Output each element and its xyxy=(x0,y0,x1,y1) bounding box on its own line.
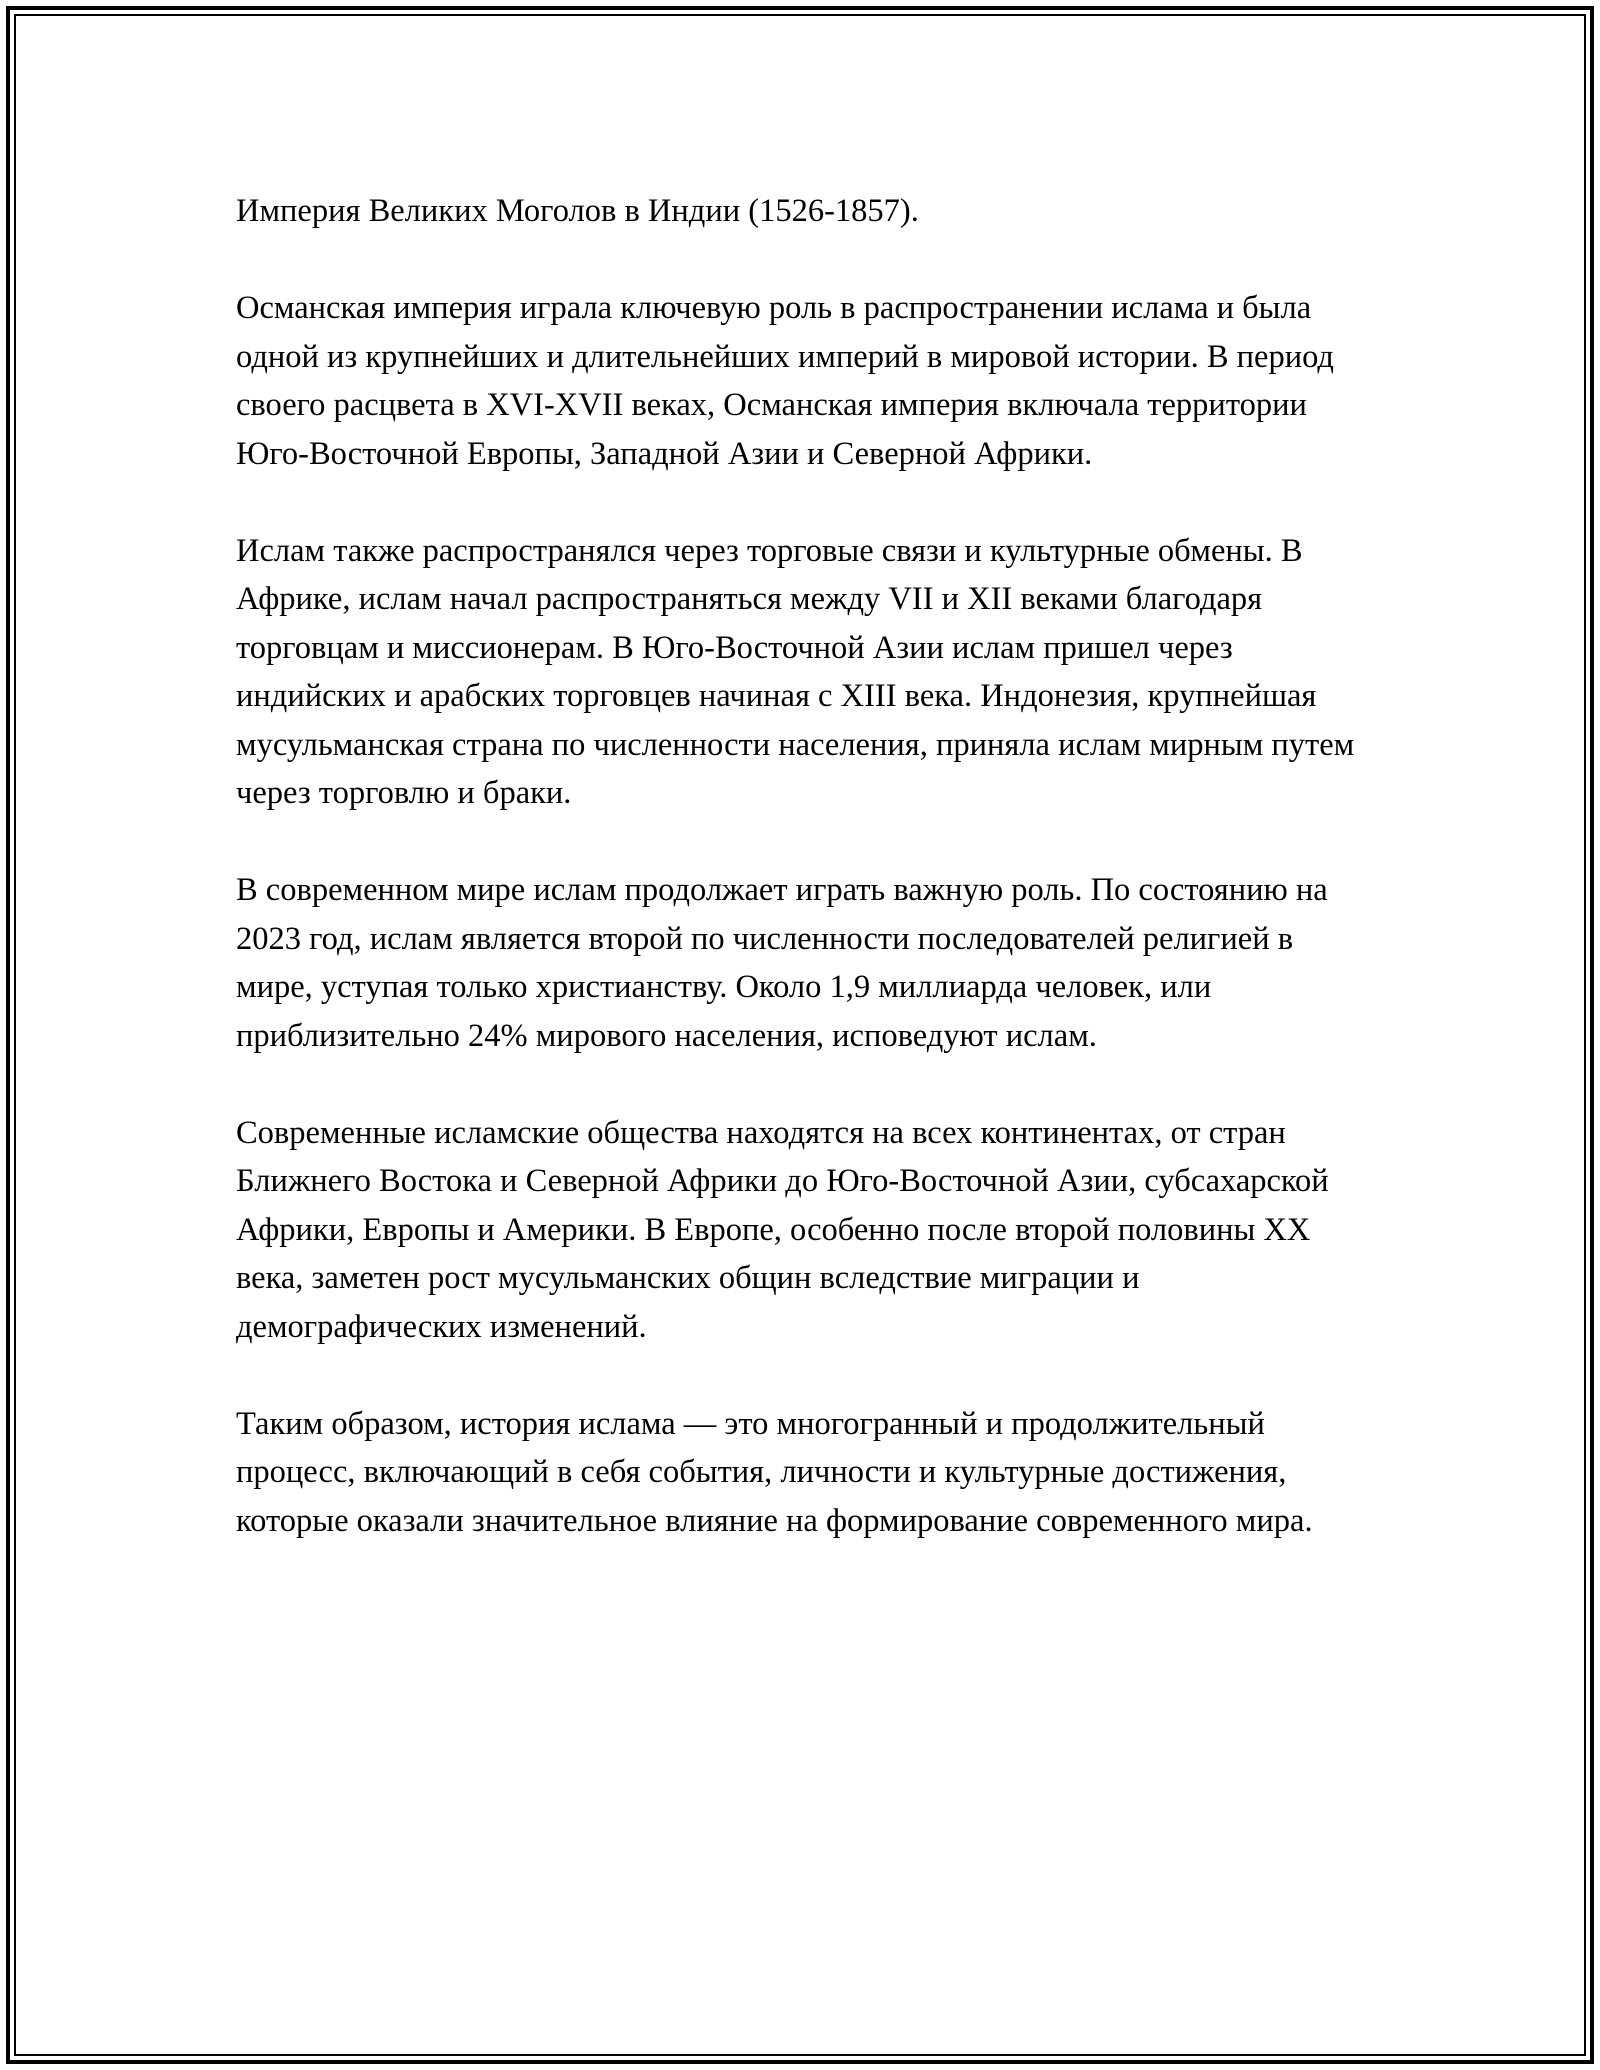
document-body xyxy=(236,187,1376,1594)
paragraph-conclusion: Таким образом, история ислама — это многогранный и продолжительный процесс, включающий в себя события, личности и культурные достижения, которые оказали значительное влияние на формирование современного мира. xyxy=(236,1405,1313,1539)
paragraph-trade-spread: Ислам также распространялся через торговые связи и культурные обмены. В Африке, ислам начал распространяться между VII и XII веками благодаря торговцам и миссионерам. В Юго-Восточной Азии ислам пришел через индийских и арабских торговцев начиная с XIII века. Индонезия, крупнейшая мусульманская страна по численности населения, приняла ислам мирным путем через торговлю и браки. xyxy=(236,532,1355,811)
paragraph-modern-societies: Современные исламские общества находятся на всех континентах, от стран Ближнего Востока и Северной Африки до Юго-Восточной Азии, субсахарской Африки, Европы и Америки. В Европе, особенно после второй половины XX века, заметен рост мусульманских общин вследствие миграции и демографических изменений. xyxy=(236,1114,1329,1345)
paragraph-modern-world: В современном мире ислам продолжает играть важную роль. По состоянию на 2023 год, ислам является второй по численности последователей религией в мире, уступая только христианству. Около 1,9 миллиарда человек, или приблизительно 24% мирового населения, исповедуют ислам. xyxy=(236,872,1328,1054)
paragraph-ottoman-empire: Османская империя играла ключевую роль в распространении ислама и была одной из крупнейших и длительнейших империй в мировой истории. В период своего расцвета в XVI-XVII веках, Османская империя включала территории Юго-Восточной Европы, Западной Азии и Северной Африки. xyxy=(236,290,1334,472)
paragraph-mughal-empire: Империя Великих Моголов в Индии (1526-1857). xyxy=(236,193,919,229)
